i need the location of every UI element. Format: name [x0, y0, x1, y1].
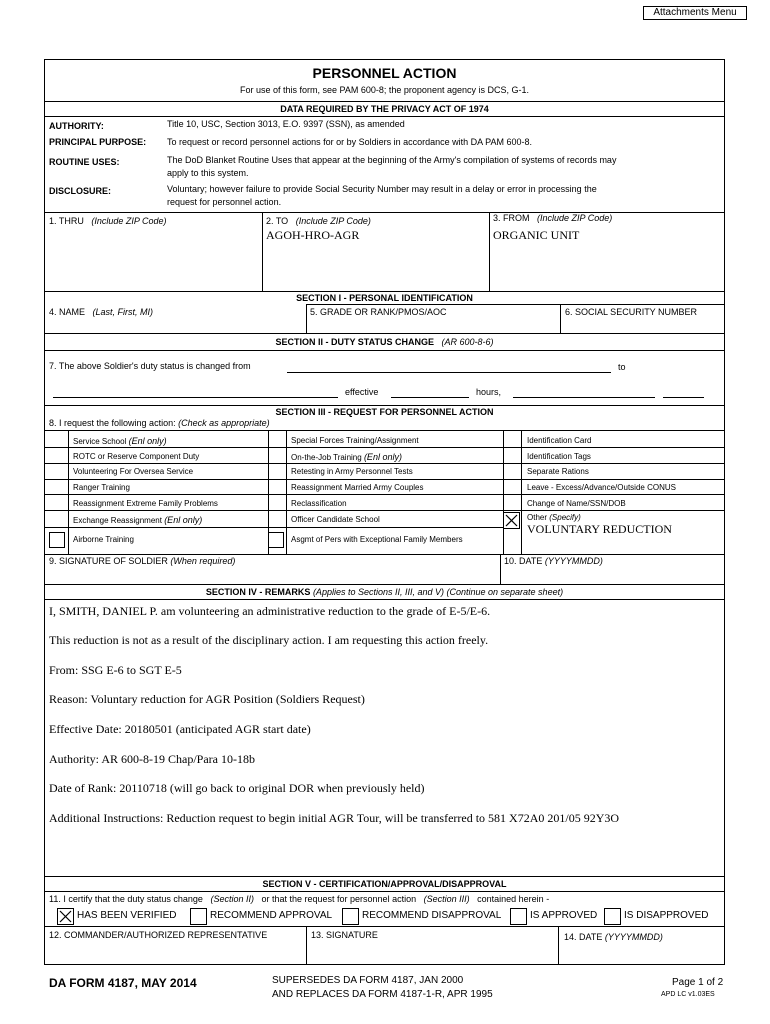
supersedes-1: SUPERSEDES DA FORM 4187, JAN 2000: [272, 975, 464, 986]
supersedes-2: AND REPLACES DA FORM 4187-1-R, APR 1995: [272, 989, 493, 1000]
option-reassign-family: Reassignment Extreme Family Problems: [73, 499, 218, 508]
option-other: Other (Specify): [527, 513, 581, 522]
option-ocs: Officer Candidate School: [291, 515, 380, 524]
purpose-label: PRINCIPAL PURPOSE:: [49, 137, 147, 147]
duty-to-label: to: [618, 362, 626, 372]
option-special-forces: Special Forces Training/Assignment: [291, 436, 419, 445]
commander-field[interactable]: [46, 942, 304, 964]
option-name-change: Change of Name/SSN/DOB: [527, 499, 626, 508]
verified-label: HAS BEEN VERIFIED: [77, 910, 177, 921]
other-specify-field[interactable]: VOLUNTARY REDUCTION: [527, 522, 672, 536]
routine-text-1: The DoD Blanket Routine Uses that appear at the beginning of the Army's compilation of systems of records may: [167, 155, 617, 165]
checkbox-other[interactable]: [503, 512, 520, 529]
form-border: [44, 59, 725, 965]
signature-13-label: 13. SIGNATURE: [311, 930, 378, 940]
commander-label: 12. COMMANDER/AUTHORIZED REPRESENTATIVE: [49, 930, 268, 940]
remarks-line-1: I, SMITH, DANIEL P. am volunteering an administrative reduction to the grade of E-5/E-6.: [49, 604, 491, 618]
hours-label: hours,: [476, 387, 502, 397]
option-leave: Leave - Excess/Advance/Outside CONUS: [527, 483, 676, 492]
remarks-line-6: Authority: AR 600-8-19 Chap/Para 10-18b: [49, 752, 255, 766]
checkbox-recommend-approval[interactable]: [190, 908, 207, 925]
option-service-school: Service School (Enl only): [73, 436, 167, 446]
grade-label: 5. GRADE OR RANK/PMOS/AOC: [310, 307, 447, 317]
form-number: DA FORM 4187, MAY 2014: [49, 976, 197, 990]
ssn-label: 6. SOCIAL SECURITY NUMBER: [565, 307, 698, 317]
option-rotc: ROTC or Reserve Component Duty: [73, 452, 200, 461]
remarks-line-3: From: SSG E-6 to SGT E-5: [49, 663, 182, 677]
version: APD LC v1.03ES: [661, 991, 715, 998]
form-title: PERSONNEL ACTION: [312, 65, 457, 81]
routine-text-2: apply to this system.: [167, 168, 249, 178]
checkbox-approved[interactable]: [510, 908, 527, 925]
hours-field[interactable]: [513, 397, 655, 398]
signature-soldier-field[interactable]: [46, 567, 498, 583]
checkmark-x-icon: [58, 909, 73, 924]
option-id-card: Identification Card: [527, 436, 592, 445]
recommend-disapproval-label: RECOMMEND DISAPPROVAL: [362, 910, 502, 921]
remarks-line-8: Additional Instructions: Reduction request to begin initial AGR Tour, will be transferred to 581 X72A0 201/05 92Y3O: [49, 811, 620, 825]
from-label: 3. FROM (Include ZIP Code): [493, 213, 613, 223]
option-married-couples: Reassignment Married Army Couples: [291, 483, 424, 492]
signature-soldier-label: 9. SIGNATURE OF SOLDIER (When required): [49, 556, 236, 566]
remarks-line-5: Effective Date: 20180501 (anticipated AGR start date): [49, 722, 311, 736]
option-separate-rations: Separate Rations: [527, 467, 589, 476]
recommend-approval-label: RECOMMEND APPROVAL: [210, 910, 333, 921]
checkbox-disapproved[interactable]: [604, 908, 621, 925]
option-retesting: Retesting in Army Personnel Tests: [291, 467, 413, 476]
duty-status-text: 7. The above Soldier's duty status is changed from: [49, 361, 251, 371]
option-exchange: Exchange Reassignment (Enl only): [73, 515, 203, 525]
remarks-line-4: Reason: Voluntary reduction for AGR Position (Soldiers Request): [49, 692, 365, 706]
to-field[interactable]: AGOH-HRO-AGR: [266, 228, 360, 242]
option-airborne: Airborne Training: [73, 535, 134, 544]
from-field[interactable]: ORGANIC UNIT: [493, 228, 580, 242]
purpose-text: To request or record personnel actions for or by Soldiers in accordance with DA PAM 600-8.: [167, 137, 533, 147]
effective-label: effective: [345, 387, 379, 397]
remarks-line-7: Date of Rank: 20110718 (will go back to original DOR when previously held): [49, 781, 425, 795]
option-reclassification: Reclassification: [291, 499, 347, 508]
option-ojt: On-the-Job Training (Enl only): [291, 452, 402, 462]
option-exceptional-family: Asgmt of Pers with Exceptional Family Members: [291, 535, 463, 544]
to-label: 2. TO (Include ZIP Code): [266, 216, 371, 226]
section3-header: SECTION III - REQUEST FOR PERSONNEL ACTION: [275, 407, 494, 417]
date-10-field[interactable]: [502, 567, 724, 583]
privacy-header: DATA REQUIRED BY THE PRIVACY ACT OF 1974: [280, 104, 489, 114]
thru-label: 1. THRU (Include ZIP Code): [49, 216, 167, 226]
certify-text: 11. I certify that the duty status change (Section II) or that the request for personnel action (Section III) contained herein -: [49, 894, 550, 904]
option-ranger: Ranger Training: [73, 483, 130, 492]
name-label: 4. NAME (Last, First, MI): [49, 307, 154, 317]
date-14-field[interactable]: [560, 944, 724, 964]
authority-text: Title 10, USC, Section 3013, E.O. 9397 (SSN), as amended: [167, 119, 405, 129]
thru-field[interactable]: [46, 228, 260, 288]
approved-label: IS APPROVED: [530, 910, 598, 921]
duty-to-field[interactable]: [53, 397, 338, 398]
date-14-label: 14. DATE (YYYYMMDD): [564, 932, 663, 942]
section1-header: SECTION I - PERSONAL IDENTIFICATION: [296, 293, 473, 303]
signature-13-field[interactable]: [308, 942, 556, 964]
checkbox-recommend-disapproval[interactable]: [342, 908, 359, 925]
disclosure-label: DISCLOSURE:: [49, 186, 112, 196]
form-subtitle: For use of this form, see PAM 600-8; the proponent agency is DCS, G-1.: [240, 85, 529, 95]
routine-label: ROUTINE USES:: [49, 157, 120, 167]
checkbox-airborne[interactable]: [49, 532, 65, 548]
authority-label: AUTHORITY:: [49, 121, 104, 131]
duty-from-field[interactable]: [287, 372, 611, 373]
checkbox-exceptional-family[interactable]: [268, 532, 284, 548]
section2-header: SECTION II - DUTY STATUS CHANGE (AR 600-8-6): [275, 337, 494, 347]
effective-field[interactable]: [391, 397, 469, 398]
checkbox-verified[interactable]: [57, 908, 74, 925]
page-number: Page 1 of 2: [672, 977, 724, 988]
section4-header: SECTION IV - REMARKS (Applies to Sections II, III, and V) (Continue on separate sheet): [205, 587, 564, 597]
date-10-label: 10. DATE (YYYYMMDD): [504, 556, 603, 566]
disclosure-text-1: Voluntary; however failure to provide Social Security Number may result in a delay or error in processing the: [167, 184, 597, 194]
request-text: 8. I request the following action: (Check as appropriate): [49, 418, 270, 428]
disclosure-text-2: request for personnel action.: [167, 197, 282, 207]
remarks-line-2: This reduction is not as a result of the disciplinary action. I am requesting this action freely.: [49, 633, 489, 647]
attachments-menu-button[interactable]: Attachments Menu: [643, 6, 747, 20]
option-oversea: Volunteering For Oversea Service: [73, 467, 194, 476]
section5-header: SECTION V - CERTIFICATION/APPROVAL/DISAPPROVAL: [262, 879, 507, 889]
disapproved-label: IS DISAPPROVED: [624, 910, 709, 921]
checkmark-x-icon: [504, 513, 519, 528]
option-id-tags: Identification Tags: [527, 452, 591, 461]
